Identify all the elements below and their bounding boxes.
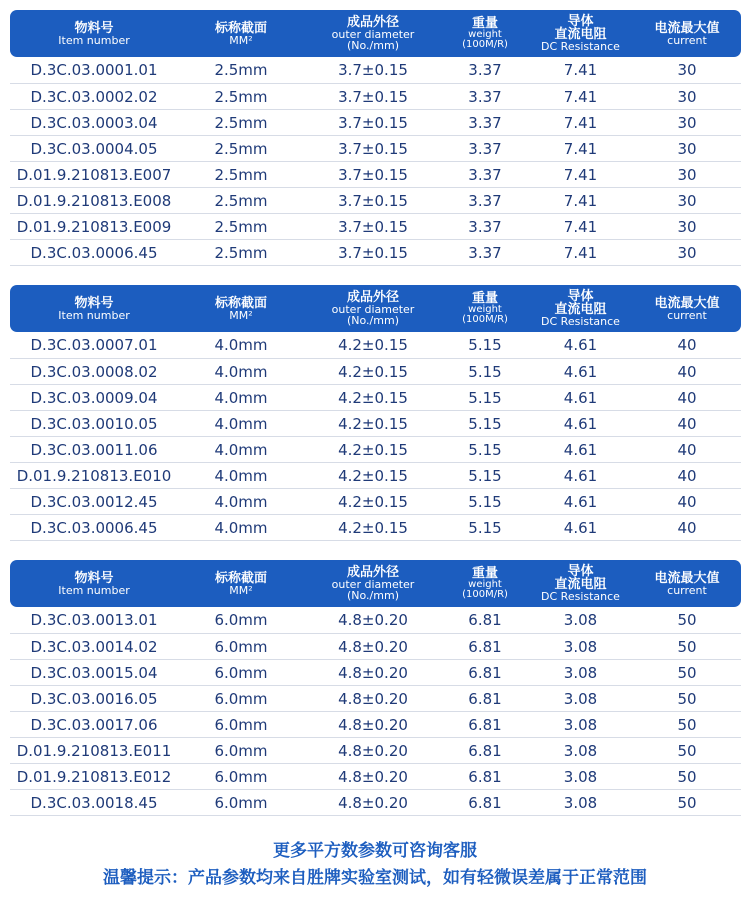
header-label-en: DC Resistance <box>541 590 620 603</box>
weight-cell: 3.37 <box>468 166 502 184</box>
item-number-cell: D.3C.03.0011.06 <box>30 441 158 459</box>
max-current-cell: 30 <box>677 114 697 132</box>
header-label-en: current <box>667 308 707 322</box>
weight-cell: 6.81 <box>468 638 502 656</box>
outer-diameter-cell: 4.2±0.15 <box>338 363 408 381</box>
header-label-en: MM² <box>229 33 253 47</box>
header-cross-section <box>178 10 304 57</box>
header-label-cn: 直流电阻 <box>554 302 607 317</box>
weight-cell: 5.15 <box>468 415 502 433</box>
footer-disclaimer: 温馨提示：产品参数均来自胜牌实验室测试，如有轻微误差属于正常范围 <box>103 868 647 888</box>
outer-diameter-cell: 4.2±0.15 <box>338 519 408 537</box>
table-row <box>10 763 741 789</box>
table-body <box>10 332 741 541</box>
cross-section-cell: 2.5mm <box>214 244 268 262</box>
outer-diameter-cell: 3.7±0.15 <box>338 114 408 132</box>
outer-diameter-cell: 3.7±0.15 <box>338 140 408 158</box>
outer-diameter-cell: 4.8±0.20 <box>338 690 408 708</box>
item-number-cell: D.01.9.210813.E011 <box>16 742 172 760</box>
header-label-cn: 导体 <box>567 564 594 579</box>
table-body <box>10 607 741 816</box>
weight-cell: 3.37 <box>468 218 502 236</box>
outer-diameter-cell: 3.7±0.15 <box>338 166 408 184</box>
weight-cell: 5.15 <box>468 336 502 354</box>
item-number-cell: D.3C.03.0002.02 <box>30 88 158 106</box>
weight-cell: 6.81 <box>468 690 502 708</box>
table-row <box>10 633 741 659</box>
header-label-unit: (100M/R) <box>462 39 508 50</box>
cross-section-cell: 4.0mm <box>214 519 268 537</box>
max-current-cell: 30 <box>677 244 697 262</box>
item-number-cell: D.3C.03.0018.45 <box>30 794 158 812</box>
table-row <box>10 239 741 265</box>
header-label-cn: 成品外径 <box>346 290 399 305</box>
max-current-cell: 30 <box>677 61 697 79</box>
cross-section-cell: 2.5mm <box>214 114 268 132</box>
header-label-cn: 标称截面 <box>214 570 267 586</box>
header-label-unit: (No./mm) <box>347 39 399 52</box>
max-current-cell: 40 <box>677 363 697 381</box>
item-number-cell: D.3C.03.0016.05 <box>30 690 158 708</box>
header-item-number <box>10 10 178 57</box>
header-label-cn: 电流最大值 <box>654 20 720 36</box>
weight-cell: 5.15 <box>468 441 502 459</box>
header-dc-resistance <box>528 10 633 57</box>
outer-diameter-cell: 4.2±0.15 <box>338 441 408 459</box>
header-label-unit: (100M/R) <box>462 314 508 325</box>
weight-cell: 3.37 <box>468 192 502 210</box>
table-row <box>10 332 741 358</box>
table-row <box>10 711 741 737</box>
max-current-cell: 40 <box>677 441 697 459</box>
header-label-cn: 物料号 <box>74 570 114 586</box>
weight-cell: 6.81 <box>468 794 502 812</box>
table-row <box>10 213 741 239</box>
cross-section-cell: 2.5mm <box>214 218 268 236</box>
table-header <box>10 285 741 332</box>
header-label-en: Item number <box>58 583 130 597</box>
dc-resistance-cell: 7.41 <box>563 61 598 79</box>
header-label-en: weight <box>468 579 502 590</box>
spec-table <box>10 10 741 266</box>
max-current-cell: 40 <box>677 493 697 511</box>
dc-resistance-cell: 4.61 <box>563 389 598 407</box>
header-label-cn: 标称截面 <box>214 295 267 311</box>
header-label-cn: 成品外径 <box>346 15 399 30</box>
table-row <box>10 161 741 187</box>
spec-table <box>10 285 741 541</box>
item-number-cell: D.3C.03.0017.06 <box>30 716 158 734</box>
cross-section-cell: 4.0mm <box>214 336 268 354</box>
header-label-en: MM² <box>229 308 253 322</box>
dc-resistance-cell: 3.08 <box>563 768 598 786</box>
header-weight <box>442 285 528 332</box>
cross-section-cell: 6.0mm <box>214 690 268 708</box>
item-number-cell: D.3C.03.0003.04 <box>30 114 158 132</box>
dc-resistance-cell: 4.61 <box>563 415 598 433</box>
cross-section-cell: 6.0mm <box>214 794 268 812</box>
table-row <box>10 109 741 135</box>
outer-diameter-cell: 4.2±0.15 <box>338 389 408 407</box>
item-number-cell: D.3C.03.0006.45 <box>30 519 158 537</box>
header-label-cn: 电流最大值 <box>654 295 720 311</box>
max-current-cell: 30 <box>677 166 697 184</box>
max-current-cell: 50 <box>677 611 697 629</box>
item-number-cell: D.3C.03.0012.45 <box>30 493 158 511</box>
cross-section-cell: 6.0mm <box>214 638 268 656</box>
header-label-cn: 电流最大值 <box>654 570 720 586</box>
header-label-en: current <box>667 583 707 597</box>
header-label-cn: 成品外径 <box>346 565 399 580</box>
dc-resistance-cell: 3.08 <box>563 716 598 734</box>
header-item-number <box>10 560 178 607</box>
header-label-en: outer diameter <box>331 578 415 591</box>
cross-section-cell: 2.5mm <box>214 88 268 106</box>
dc-resistance-cell: 4.61 <box>563 519 598 537</box>
header-label-en: weight <box>468 304 502 315</box>
dc-resistance-cell: 7.41 <box>563 140 598 158</box>
outer-diameter-cell: 4.2±0.15 <box>338 493 408 511</box>
outer-diameter-cell: 4.2±0.15 <box>338 336 408 354</box>
dc-resistance-cell: 7.41 <box>563 166 598 184</box>
outer-diameter-cell: 4.2±0.15 <box>338 467 408 485</box>
header-max-current <box>633 560 741 607</box>
outer-diameter-cell: 4.8±0.20 <box>338 768 408 786</box>
item-number-cell: D.3C.03.0006.45 <box>30 244 158 262</box>
header-max-current <box>633 10 741 57</box>
max-current-cell: 40 <box>677 389 697 407</box>
table-row <box>10 462 741 488</box>
cross-section-cell: 4.0mm <box>214 441 268 459</box>
weight-cell: 5.15 <box>468 467 502 485</box>
header-label-en: DC Resistance <box>541 40 620 53</box>
item-number-cell: D.3C.03.0014.02 <box>30 638 158 656</box>
max-current-cell: 30 <box>677 192 697 210</box>
outer-diameter-cell: 4.8±0.20 <box>338 794 408 812</box>
max-current-cell: 50 <box>677 690 697 708</box>
item-number-cell: D.3C.03.0004.05 <box>30 140 158 158</box>
dc-resistance-cell: 3.08 <box>563 742 598 760</box>
item-number-cell: D.3C.03.0015.04 <box>30 664 158 682</box>
dc-resistance-cell: 7.41 <box>563 192 598 210</box>
header-weight <box>442 10 528 57</box>
max-current-cell: 30 <box>677 218 697 236</box>
table-row <box>10 187 741 213</box>
max-current-cell: 40 <box>677 415 697 433</box>
dc-resistance-cell: 3.08 <box>563 611 598 629</box>
weight-cell: 3.37 <box>468 244 502 262</box>
item-number-cell: D.3C.03.0008.02 <box>30 363 158 381</box>
weight-cell: 3.37 <box>468 140 502 158</box>
item-number-cell: D.01.9.210813.E012 <box>16 768 172 786</box>
weight-cell: 6.81 <box>468 664 502 682</box>
table-row <box>10 83 741 109</box>
cross-section-cell: 2.5mm <box>214 61 268 79</box>
header-outer-diameter <box>304 10 442 57</box>
max-current-cell: 50 <box>677 716 697 734</box>
header-outer-diameter <box>304 560 442 607</box>
header-label-cn: 物料号 <box>74 20 114 36</box>
item-number-cell: D.3C.03.0007.01 <box>30 336 158 354</box>
max-current-cell: 50 <box>677 768 697 786</box>
header-label-cn: 标称截面 <box>214 20 267 36</box>
outer-diameter-cell: 4.8±0.20 <box>338 611 408 629</box>
cross-section-cell: 2.5mm <box>214 166 268 184</box>
item-number-cell: D.01.9.210813.E008 <box>16 192 172 210</box>
header-label-cn: 重量 <box>471 16 498 31</box>
header-label-unit: (No./mm) <box>347 314 399 327</box>
cross-section-cell: 4.0mm <box>214 493 268 511</box>
table-body <box>10 57 741 266</box>
dc-resistance-cell: 7.41 <box>563 218 598 236</box>
header-weight <box>442 560 528 607</box>
item-number-cell: D.01.9.210813.E009 <box>16 218 172 236</box>
weight-cell: 5.15 <box>468 389 502 407</box>
header-label-unit: (100M/R) <box>462 589 508 600</box>
outer-diameter-cell: 4.8±0.20 <box>338 638 408 656</box>
header-label-cn: 导体 <box>567 289 594 304</box>
table-row <box>10 789 741 815</box>
item-number-cell: D.01.9.210813.E007 <box>16 166 172 184</box>
outer-diameter-cell: 3.7±0.15 <box>338 61 408 79</box>
table-row <box>10 358 741 384</box>
dc-resistance-cell: 3.08 <box>563 664 598 682</box>
header-label-en: DC Resistance <box>541 315 620 328</box>
table-row <box>10 607 741 633</box>
outer-diameter-cell: 4.8±0.20 <box>338 716 408 734</box>
cross-section-cell: 4.0mm <box>214 415 268 433</box>
dc-resistance-cell: 3.08 <box>563 638 598 656</box>
max-current-cell: 40 <box>677 519 697 537</box>
max-current-cell: 40 <box>677 467 697 485</box>
cross-section-cell: 6.0mm <box>214 768 268 786</box>
max-current-cell: 50 <box>677 638 697 656</box>
dc-resistance-cell: 4.61 <box>563 467 598 485</box>
header-outer-diameter <box>304 285 442 332</box>
header-label-en: Item number <box>58 308 130 322</box>
weight-cell: 5.15 <box>468 493 502 511</box>
dc-resistance-cell: 4.61 <box>563 441 598 459</box>
weight-cell: 6.81 <box>468 742 502 760</box>
max-current-cell: 50 <box>677 742 697 760</box>
table-row <box>10 685 741 711</box>
table-row <box>10 659 741 685</box>
header-label-cn: 直流电阻 <box>554 27 607 42</box>
weight-cell: 3.37 <box>468 88 502 106</box>
outer-diameter-cell: 4.8±0.20 <box>338 742 408 760</box>
table-row <box>10 488 741 514</box>
header-cross-section <box>178 560 304 607</box>
header-label-en: Item number <box>58 33 130 47</box>
header-label-unit: (No./mm) <box>347 589 399 602</box>
spec-table <box>10 560 741 816</box>
header-label-cn: 直流电阻 <box>554 577 607 592</box>
header-label-cn: 重量 <box>471 291 498 306</box>
table-header <box>10 560 741 607</box>
header-item-number <box>10 285 178 332</box>
dc-resistance-cell: 4.61 <box>563 363 598 381</box>
table-header <box>10 10 741 57</box>
header-label-en: current <box>667 33 707 47</box>
item-number-cell: D.3C.03.0013.01 <box>30 611 158 629</box>
header-label-en: outer diameter <box>331 303 415 316</box>
cross-section-cell: 6.0mm <box>214 611 268 629</box>
dc-resistance-cell: 7.41 <box>563 244 598 262</box>
weight-cell: 5.15 <box>468 519 502 537</box>
table-row <box>10 384 741 410</box>
cross-section-cell: 4.0mm <box>214 389 268 407</box>
dc-resistance-cell: 4.61 <box>563 493 598 511</box>
header-label-cn: 导体 <box>567 14 594 29</box>
header-label-en: weight <box>468 29 502 40</box>
item-number-cell: D.3C.03.0010.05 <box>30 415 158 433</box>
cross-section-cell: 4.0mm <box>214 467 268 485</box>
header-label-cn: 物料号 <box>74 295 114 311</box>
outer-diameter-cell: 4.8±0.20 <box>338 664 408 682</box>
max-current-cell: 50 <box>677 794 697 812</box>
max-current-cell: 40 <box>677 336 697 354</box>
header-label-en: MM² <box>229 583 253 597</box>
outer-diameter-cell: 3.7±0.15 <box>338 88 408 106</box>
outer-diameter-cell: 3.7±0.15 <box>338 192 408 210</box>
header-dc-resistance <box>528 285 633 332</box>
item-number-cell: D.3C.03.0001.01 <box>30 61 158 79</box>
table-row <box>10 436 741 462</box>
dc-resistance-cell: 7.41 <box>563 88 598 106</box>
dc-resistance-cell: 3.08 <box>563 794 598 812</box>
max-current-cell: 50 <box>677 664 697 682</box>
weight-cell: 6.81 <box>468 716 502 734</box>
table-row <box>10 737 741 763</box>
dc-resistance-cell: 3.08 <box>563 690 598 708</box>
item-number-cell: D.3C.03.0009.04 <box>30 389 158 407</box>
max-current-cell: 30 <box>677 88 697 106</box>
table-row <box>10 135 741 161</box>
outer-diameter-cell: 3.7±0.15 <box>338 244 408 262</box>
header-max-current <box>633 285 741 332</box>
cross-section-cell: 2.5mm <box>214 192 268 210</box>
weight-cell: 3.37 <box>468 114 502 132</box>
cross-section-cell: 4.0mm <box>214 363 268 381</box>
dc-resistance-cell: 7.41 <box>563 114 598 132</box>
header-dc-resistance <box>528 560 633 607</box>
cross-section-cell: 6.0mm <box>214 742 268 760</box>
weight-cell: 3.37 <box>468 61 502 79</box>
max-current-cell: 30 <box>677 140 697 158</box>
outer-diameter-cell: 4.2±0.15 <box>338 415 408 433</box>
header-label-cn: 重量 <box>471 566 498 581</box>
weight-cell: 6.81 <box>468 611 502 629</box>
table-row <box>10 57 741 83</box>
header-label-en: outer diameter <box>331 28 415 41</box>
dc-resistance-cell: 4.61 <box>563 336 598 354</box>
outer-diameter-cell: 3.7±0.15 <box>338 218 408 236</box>
weight-cell: 6.81 <box>468 768 502 786</box>
table-row <box>10 514 741 540</box>
weight-cell: 5.15 <box>468 363 502 381</box>
cross-section-cell: 2.5mm <box>214 140 268 158</box>
item-number-cell: D.01.9.210813.E010 <box>16 467 172 485</box>
cross-section-cell: 6.0mm <box>214 664 268 682</box>
footer-more-info: 更多平方数参数可咨询客服 <box>273 841 477 861</box>
header-cross-section <box>178 285 304 332</box>
table-row <box>10 410 741 436</box>
cross-section-cell: 6.0mm <box>214 716 268 734</box>
